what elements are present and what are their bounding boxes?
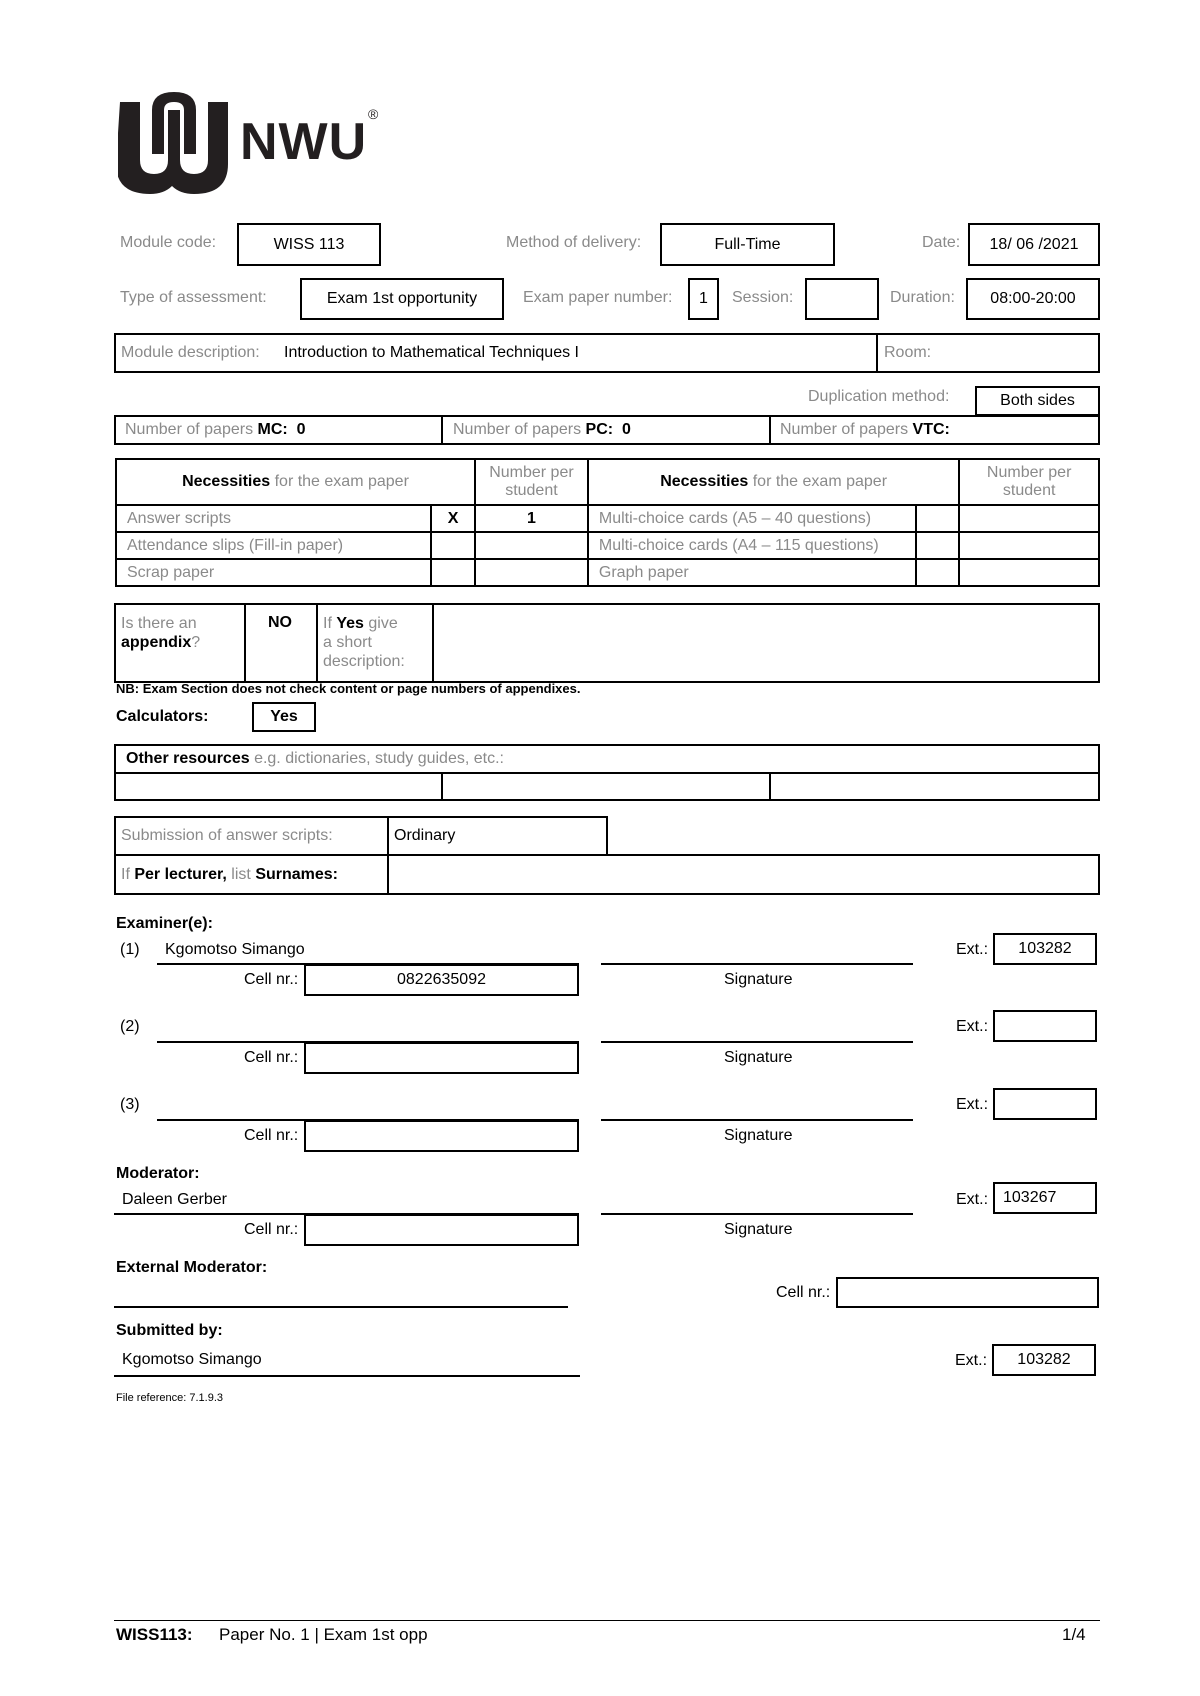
type-of-assessment-field[interactable]: Exam 1st opportunity — [300, 278, 504, 320]
nwu-logo-emblem — [118, 88, 230, 196]
method-of-delivery-label: Method of delivery: — [506, 234, 642, 251]
papers-mc: Number of papers MC: 0 — [125, 421, 306, 438]
papers-vtc: Number of papers VTC: — [780, 421, 950, 438]
submitted-by-title: Submitted by: — [116, 1322, 223, 1339]
external-moderator-cell-field[interactable] — [836, 1277, 1099, 1308]
moderator-title: Moderator: — [116, 1165, 200, 1182]
number-per-student-header-left: Number per student — [475, 459, 588, 505]
module-code-label: Module code: — [120, 234, 217, 251]
appendix-description-field[interactable] — [434, 605, 1098, 681]
necessity-name: Multi-choice cards (A5 – 40 questions) — [588, 505, 916, 532]
signature-label: Signature — [724, 1221, 793, 1238]
necessity-check[interactable] — [916, 505, 960, 532]
date-label: Date: — [922, 234, 961, 251]
signature-label: Signature — [724, 1049, 793, 1066]
date-field[interactable]: 18/ 06 /2021 — [968, 223, 1100, 266]
file-reference: File reference: 7.1.9.3 — [116, 1392, 224, 1404]
ext-label: Ext.: — [956, 1191, 989, 1208]
necessity-number[interactable] — [959, 532, 1099, 559]
per-lecturer-label: If Per lecturer, list Surnames: — [121, 866, 339, 883]
ext-label: Ext.: — [955, 1352, 988, 1369]
examiner-ext-field[interactable] — [993, 1010, 1097, 1042]
examiner-cell-field[interactable]: 0822635092 — [304, 964, 579, 996]
necessity-name: Multi-choice cards (A4 – 115 questions) — [588, 532, 916, 559]
external-moderator-name-line[interactable] — [114, 1306, 568, 1308]
table-row — [116, 505, 1099, 532]
submitted-by-ext-field[interactable]: 103282 — [992, 1344, 1096, 1376]
signature-label: Signature — [724, 1127, 793, 1144]
external-moderator-title: External Moderator: — [116, 1259, 268, 1276]
necessity-number[interactable] — [959, 559, 1099, 586]
cell-nr-label: Cell nr.: — [244, 971, 299, 988]
papers-pc: Number of papers PC: 0 — [453, 421, 631, 438]
other-resources-field-2[interactable] — [443, 774, 767, 799]
examiner-ext-field[interactable] — [993, 1088, 1097, 1120]
necessity-number[interactable] — [475, 559, 588, 586]
ext-label: Ext.: — [956, 1096, 989, 1113]
module-description-box — [114, 333, 1100, 373]
duration-field[interactable]: 08:00-20:00 — [966, 278, 1100, 320]
necessities-header-left: Necessities for the exam paper — [116, 459, 475, 505]
appendix-answer[interactable]: NO — [268, 614, 292, 631]
nwu-logo — [118, 88, 398, 198]
duplication-method-label: Duplication method: — [808, 388, 950, 405]
examiner-cell-field[interactable] — [304, 1042, 579, 1074]
examiner-ext-field[interactable]: 103282 — [993, 933, 1097, 965]
moderator-ext-field[interactable]: 103267 — [993, 1182, 1097, 1214]
session-field[interactable] — [805, 278, 879, 320]
nwu-logo-text: NWU — [240, 113, 368, 171]
method-of-delivery-field[interactable]: Full-Time — [660, 223, 835, 266]
number-per-student-header-right: Number per student — [959, 459, 1099, 505]
necessity-name: Attendance slips (Fill-in paper) — [116, 532, 431, 559]
duplication-method-field[interactable]: Both sides — [975, 386, 1100, 416]
necessity-check[interactable] — [916, 532, 960, 559]
necessities-header-right: Necessities for the exam paper — [588, 459, 959, 505]
examiners-title: Examiner(e): — [116, 915, 213, 932]
exam-paper-number-field[interactable]: 1 — [688, 278, 719, 320]
module-code-field[interactable]: WISS 113 — [237, 223, 381, 266]
ext-label: Ext.: — [956, 941, 989, 958]
necessity-number[interactable] — [959, 505, 1099, 532]
examiner-cell-field[interactable] — [304, 1120, 579, 1152]
examiner-number: (2) — [120, 1018, 140, 1035]
examiner-number: (3) — [120, 1096, 140, 1113]
appendix-description-label: If Yes give a short description: — [323, 615, 405, 670]
necessity-name: Scrap paper — [116, 559, 431, 586]
necessity-number[interactable]: 1 — [475, 505, 588, 532]
module-description-value: Introduction to Mathematical Techniques I — [284, 344, 579, 361]
submission-label: Submission of answer scripts: — [121, 827, 333, 844]
necessity-check[interactable] — [916, 559, 960, 586]
moderator-cell-field[interactable] — [304, 1214, 579, 1246]
table-row — [116, 532, 1099, 559]
cell-nr-label: Cell nr.: — [244, 1049, 299, 1066]
necessity-check[interactable]: X — [431, 505, 475, 532]
session-label: Session: — [732, 289, 794, 306]
cell-nr-label: Cell nr.: — [244, 1221, 299, 1238]
examiner-name[interactable]: Kgomotso Simango — [165, 941, 305, 958]
footer-rule — [114, 1620, 1100, 1621]
footer-module-code: WISS113: — [116, 1625, 193, 1644]
appendix-question: Is there an appendix? — [121, 615, 201, 651]
type-of-assessment-label: Type of assessment: — [120, 289, 267, 306]
duration-label: Duration: — [890, 289, 955, 306]
other-resources-field-1[interactable] — [116, 774, 439, 799]
footer-paper-info: Paper No. 1 | Exam 1st opp — [219, 1625, 428, 1644]
calculators-field[interactable]: Yes — [252, 702, 316, 732]
table-row — [116, 559, 1099, 586]
room-label: Room: — [884, 344, 932, 361]
other-resources-field-3[interactable] — [771, 774, 1098, 799]
necessity-check[interactable] — [431, 559, 475, 586]
signature-label: Signature — [724, 971, 793, 988]
examiner-number: (1) — [120, 941, 140, 958]
other-resources-label: Other resources e.g. dictionaries, study guides, etc.: — [126, 750, 504, 767]
calculators-label: Calculators: — [116, 708, 209, 725]
submitted-by-name[interactable]: Kgomotso Simango — [122, 1351, 262, 1368]
cell-nr-label: Cell nr.: — [244, 1127, 299, 1144]
submission-value[interactable]: Ordinary — [394, 827, 456, 844]
necessity-number[interactable] — [475, 532, 588, 559]
necessity-name: Graph paper — [588, 559, 916, 586]
necessities-table — [115, 458, 1100, 587]
ext-label: Ext.: — [956, 1018, 989, 1035]
moderator-name[interactable]: Daleen Gerber — [122, 1191, 227, 1208]
necessity-name: Answer scripts — [116, 505, 431, 532]
table-header-row — [116, 459, 1099, 505]
exam-paper-number-label: Exam paper number: — [523, 289, 673, 306]
footer-page-number: 1/4 — [1062, 1625, 1086, 1644]
necessity-check[interactable] — [431, 532, 475, 559]
registered-mark: ® — [368, 106, 379, 122]
module-description-label: Module description: — [121, 344, 260, 361]
cell-nr-label: Cell nr.: — [776, 1284, 831, 1301]
nb-note: NB: Exam Section does not check content or page numbers of appendixes. — [116, 681, 581, 696]
per-lecturer-surnames-field[interactable] — [389, 856, 1098, 893]
